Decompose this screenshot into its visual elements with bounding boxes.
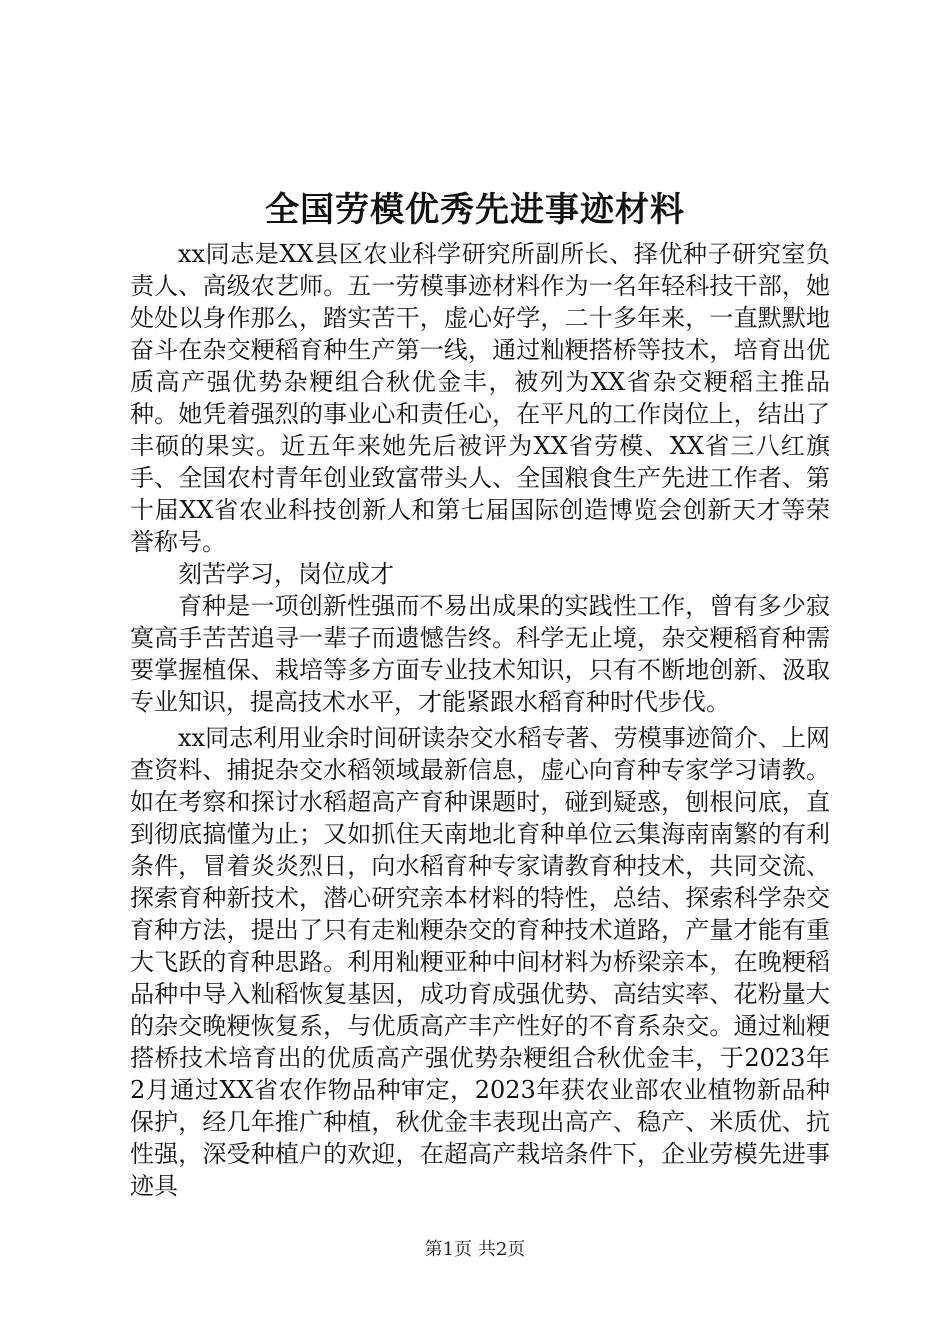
paragraph-breeding: 育种是一项创新性强而不易出成果的实践性工作，曾有多少寂寞高手苦苦追寻一辈子而遗憾告终。科学无止境，杂交粳稻育种需要掌握植保、栽培等多方面专业技术知识，只有不断地创新、汲取专业知识，提高技术水平，才能紧跟水稻育种时代步伐。 xyxy=(130,592,830,716)
page-number: 第1页 共2页 xyxy=(424,1239,526,1260)
paragraph-study: xx同志利用业余时间研读杂交水稻专著、劳模事迹简介、上网查资料、捕捉杂交水稻领域最新信息，虚心向育种专家学习请教。如在考察和探讨水稻超高产育种课题时，碰到疑惑，刨根问底，直到彻底搞懂为止；又如抓住天南地北育种单位云集海南南繁的有利条件，冒着炎炎烈日，向水稻育种专家请教育种技术，共同交流、探索育种新技术，潜心研究亲本材料的特性，总结、探索科学杂交育种方法，提出了只有走籼粳杂交的育种技术道路，产量才能有重大飞跃的育种思路。利用籼粳亚种中间材料为桥梁亲本，在晚粳稻品种中导入籼稻恢复基因，成功育成强优势、高结实率、花粉量大的杂交晚粳恢复系，与优质高产丰产性好的不育系杂交。通过籼粳搭桥技术培育出的优质高产强优势杂粳组合秋优金丰，于2023年2月通过XX省农作物品种审定，2023年获农业部农业植物新品种保护，经几年推广种植，秋优金丰表现出高产、稳产、米质优、抗性强，深受种植户的欢迎，在超高产栽培条件下，企业劳模先进事迹具 xyxy=(130,724,830,1200)
document-body xyxy=(130,238,830,1202)
section-heading: 刻苦学习，岗位成才 xyxy=(178,560,394,588)
paragraph-intro: xx同志是XX县区农业科学研究所副所长、择优种子研究室负责人、高级农艺师。五一劳模事迹材料作为一名年轻科技干部，她处处以身作那么，踏实苦干，虚心好学，二十多年来，一直默默地奋斗在杂交粳稻育种生产第一线，通过籼粳搭桥等技术，培育出优质高产强优势杂粳组合秋优金丰，被列为XX省杂交粳稻主推品种。她凭着强烈的事业心和责任心，在平凡的工作岗位上，结出了丰硕的果实。近五年来她先后被评为XX省劳模、XX省三八红旗手、全国农村青年创业致富带头人、全国粮食生产先进工作者、第十届XX省农业科技创新人和第七届国际创造博览会创新天才等荣誉称号。 xyxy=(130,240,830,556)
page-title: 全国劳模优秀先进事迹材料 xyxy=(265,190,685,230)
